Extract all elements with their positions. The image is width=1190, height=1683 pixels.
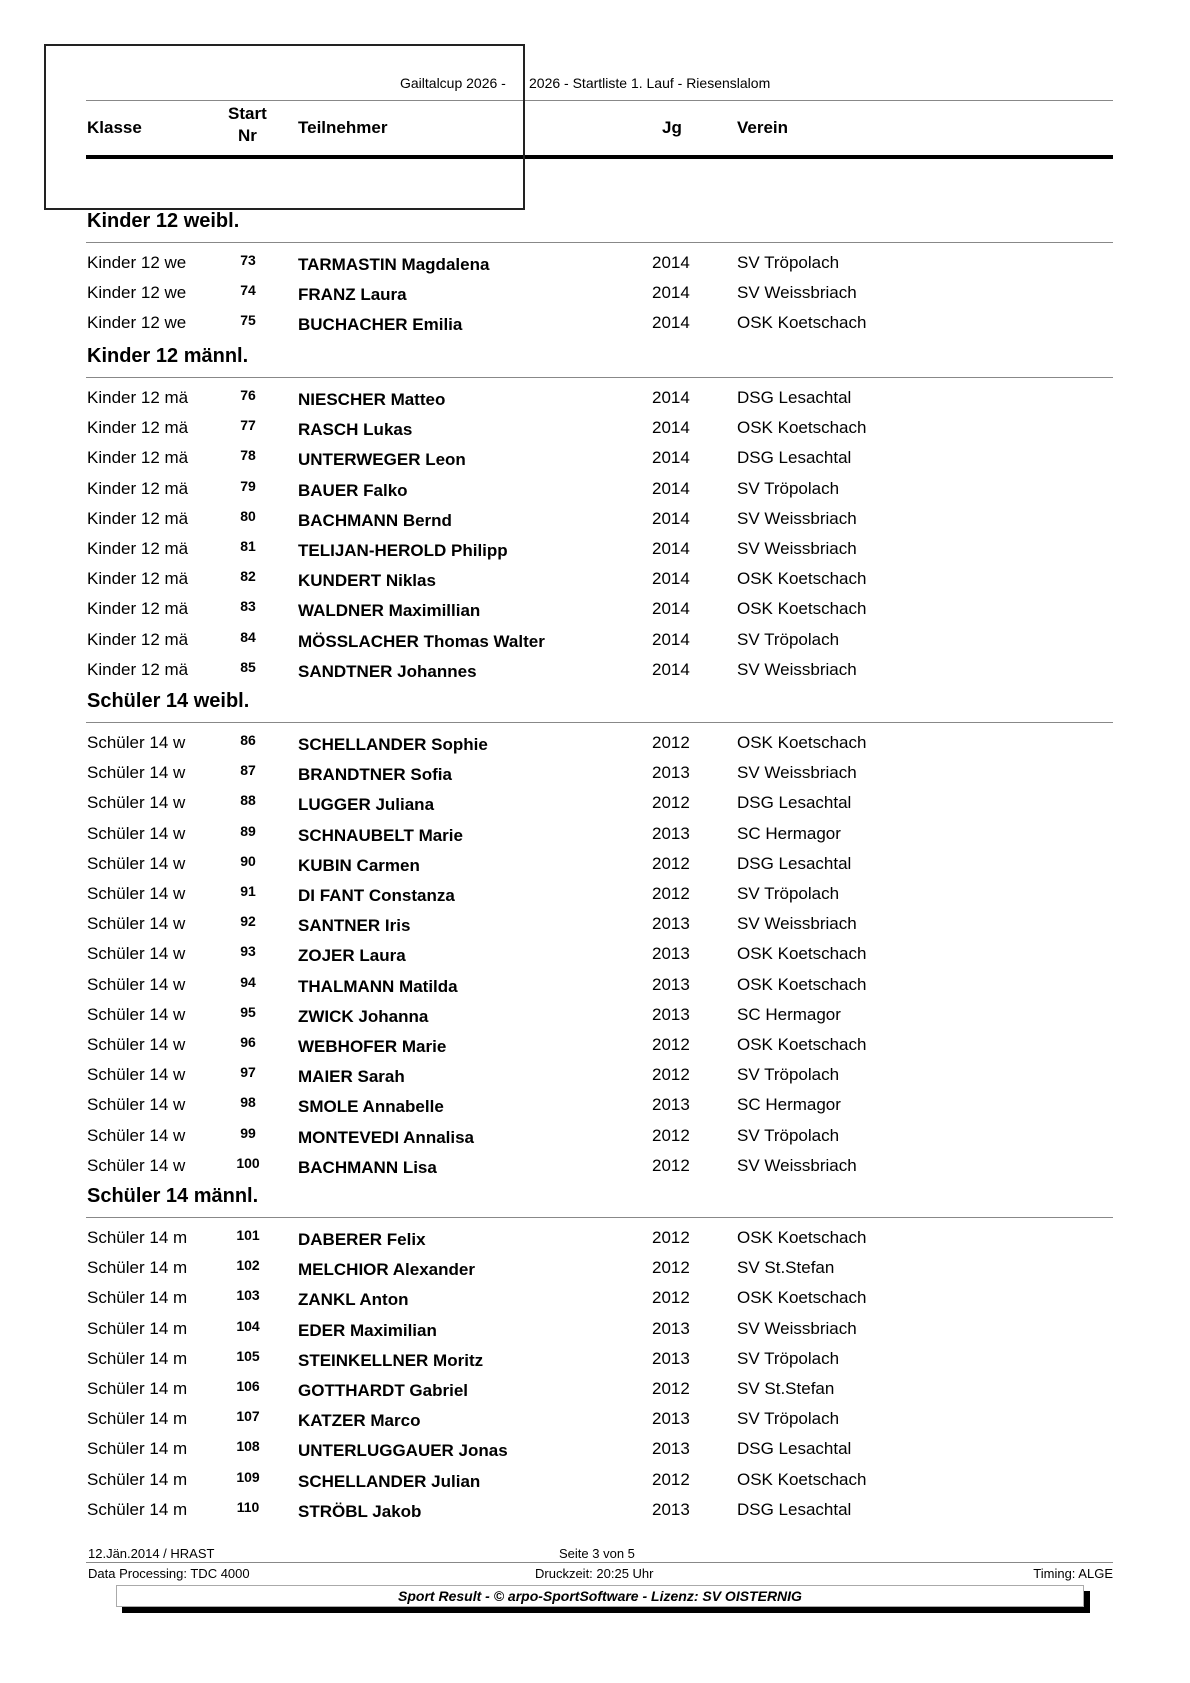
cell-jg: 2013	[652, 974, 690, 994]
table-row	[0, 1228, 1190, 1258]
cell-start-nr: 73	[240, 252, 256, 268]
cell-start-nr: 89	[240, 822, 256, 839]
cell-teilnehmer: MONTEVEDI Annalisa	[298, 1127, 475, 1147]
table-row	[0, 824, 1190, 854]
cell-teilnehmer: SCHELLANDER Sophie	[298, 735, 488, 754]
cell-teilnehmer: KUBIN Carmen	[298, 855, 420, 875]
cell-teilnehmer: BACHMANN Lisa	[298, 1157, 437, 1177]
footer-page: Seite 3 von 5	[559, 1546, 635, 1561]
table-row	[0, 1439, 1190, 1469]
cell-klasse: Kinder 12 mä	[87, 388, 189, 407]
cell-verein: SV Weissbriach	[737, 283, 857, 303]
table-row	[0, 1005, 1190, 1035]
cell-klasse: Schüler 14 m	[87, 1409, 188, 1429]
cell-verein: DSG Lesachtal	[737, 388, 852, 407]
cell-jg: 2013	[652, 1095, 690, 1115]
cell-start-nr: 79	[240, 477, 256, 494]
table-row	[0, 1319, 1190, 1349]
group-rule	[86, 242, 1113, 243]
table-row	[0, 1470, 1190, 1500]
cell-teilnehmer: MELCHIOR Alexander	[298, 1260, 475, 1280]
cell-verein: OSK Koetschach	[737, 1469, 867, 1489]
cell-jg: 2014	[652, 388, 690, 407]
cell-teilnehmer: DI FANT Constanza	[298, 886, 455, 905]
cell-jg: 2012	[652, 733, 690, 752]
cell-start-nr: 75	[240, 312, 256, 329]
cell-jg: 2013	[652, 1318, 690, 1338]
table-row	[0, 313, 1190, 343]
cell-jg: 2014	[652, 283, 690, 303]
cell-verein: OSK Koetschach	[737, 418, 867, 438]
cell-jg: 2012	[652, 853, 690, 873]
table-row	[0, 944, 1190, 974]
cell-verein: SV Weissbriach	[737, 1155, 857, 1175]
cell-klasse: Schüler 14 w	[87, 823, 186, 843]
table-row	[0, 914, 1190, 944]
table-row	[0, 418, 1190, 448]
cell-klasse: Schüler 14 w	[87, 1004, 186, 1024]
cell-teilnehmer: BRANDTNER Sofia	[298, 765, 452, 785]
cell-jg: 2012	[652, 1469, 690, 1489]
cell-start-nr: 88	[240, 792, 256, 809]
cell-jg: 2013	[652, 914, 690, 934]
table-row	[0, 1035, 1190, 1065]
cell-teilnehmer: TARMASTIN Magdalena	[298, 255, 490, 274]
col-teilnehmer: Teilnehmer	[298, 118, 388, 137]
table-row	[0, 733, 1190, 763]
cell-jg: 2012	[652, 884, 690, 903]
cell-verein: SV Weissbriach	[737, 659, 857, 679]
cell-verein: SV St.Stefan	[737, 1379, 835, 1398]
cell-start-nr: 90	[240, 852, 256, 869]
cell-verein: SV Weissbriach	[737, 539, 857, 558]
cell-klasse: Kinder 12 we	[87, 313, 187, 333]
cell-teilnehmer: TELIJAN-HEROLD Philipp	[298, 541, 508, 560]
footer-data-processing: Data Processing: TDC 4000	[88, 1566, 250, 1581]
cell-start-nr: 91	[240, 883, 256, 899]
table-row	[0, 599, 1190, 629]
cell-jg: 2012	[652, 1379, 690, 1398]
cell-klasse: Kinder 12 mä	[87, 478, 189, 498]
cell-teilnehmer: DABERER Felix	[298, 1230, 426, 1249]
cell-jg: 2014	[652, 569, 690, 589]
cell-start-nr: 87	[240, 762, 256, 779]
table-row	[0, 854, 1190, 884]
cell-start-nr: 106	[236, 1378, 260, 1394]
table-row	[0, 388, 1190, 418]
cell-jg: 2014	[652, 418, 690, 438]
table-row	[0, 630, 1190, 660]
cell-verein: SC Hermagor	[737, 823, 841, 843]
cell-verein: OSK Koetschach	[737, 1288, 867, 1308]
table-row	[0, 975, 1190, 1005]
cell-verein: OSK Koetschach	[737, 1035, 867, 1054]
col-verein: Verein	[737, 118, 789, 137]
cell-start-nr: 92	[240, 913, 256, 930]
cell-jg: 2013	[652, 1004, 690, 1024]
col-klasse: Klasse	[87, 118, 142, 137]
cell-klasse: Kinder 12 mä	[87, 418, 189, 438]
table-row	[0, 1065, 1190, 1095]
cell-verein: SV Tröpolach	[737, 629, 840, 649]
cell-teilnehmer: BACHMANN Bernd	[298, 510, 452, 530]
cell-klasse: Schüler 14 m	[87, 1499, 188, 1519]
table-row	[0, 509, 1190, 539]
cell-jg: 2013	[652, 1439, 690, 1459]
cell-verein: OSK Koetschach	[737, 569, 867, 589]
cell-klasse: Schüler 14 m	[87, 1318, 188, 1338]
cell-teilnehmer: MAIER Sarah	[298, 1067, 405, 1087]
cell-start-nr: 86	[240, 732, 256, 748]
table-row	[0, 660, 1190, 690]
cell-teilnehmer: WEBHOFER Marie	[298, 1037, 447, 1056]
cell-verein: SV Weissbriach	[737, 1318, 857, 1338]
cell-start-nr: 100	[236, 1154, 260, 1171]
table-row	[0, 569, 1190, 599]
cell-klasse: Schüler 14 w	[87, 853, 186, 873]
cell-teilnehmer: BUCHACHER Emilia	[298, 315, 463, 335]
cell-klasse: Schüler 14 w	[87, 914, 186, 934]
cell-start-nr: 102	[236, 1257, 260, 1274]
cell-verein: SV Tröpolach	[737, 1348, 840, 1368]
group-rule	[86, 1217, 1113, 1218]
cell-start-nr: 76	[240, 387, 256, 403]
cell-teilnehmer: LUGGER Juliana	[298, 795, 435, 815]
cell-start-nr: 82	[240, 568, 256, 585]
cell-jg: 2014	[652, 253, 690, 272]
cell-start-nr: 77	[240, 417, 256, 434]
table-row	[0, 1156, 1190, 1186]
cell-start-nr: 98	[240, 1094, 256, 1111]
cell-teilnehmer: ZWICK Johanna	[298, 1006, 429, 1026]
cell-klasse: Schüler 14 w	[87, 1035, 186, 1054]
table-row	[0, 283, 1190, 313]
table-row	[0, 1095, 1190, 1125]
cell-klasse: Schüler 14 m	[87, 1258, 188, 1278]
cell-verein: OSK Koetschach	[737, 599, 867, 619]
cell-verein: SV Tröpolach	[737, 1409, 840, 1429]
cell-verein: SV St.Stefan	[737, 1258, 835, 1278]
cell-teilnehmer: SANDTNER Johannes	[298, 661, 477, 681]
cell-teilnehmer: RASCH Lukas	[298, 420, 413, 440]
table-row	[0, 1500, 1190, 1530]
selection-box	[44, 44, 525, 210]
cell-klasse: Schüler 14 m	[87, 1439, 188, 1459]
cell-jg: 2014	[652, 508, 690, 528]
cell-teilnehmer: BAUER Falko	[298, 480, 408, 500]
cell-klasse: Kinder 12 we	[87, 283, 187, 303]
cell-start-nr: 101	[236, 1227, 260, 1243]
cell-jg: 2014	[652, 313, 690, 333]
cell-klasse: Schüler 14 m	[87, 1379, 188, 1398]
cell-jg: 2014	[652, 478, 690, 498]
license-banner: Sport Result - © arpo-SportSoftware - Lizenz: SV OISTERNIG	[116, 1585, 1084, 1607]
table-row	[0, 1409, 1190, 1439]
cell-verein: DSG Lesachtal	[737, 1439, 852, 1459]
table-row	[0, 1288, 1190, 1318]
cell-klasse: Schüler 14 m	[87, 1288, 188, 1308]
group-title: Kinder 12 männl.	[87, 345, 249, 367]
cell-teilnehmer: KUNDERT Niklas	[298, 571, 436, 591]
cell-verein: SV Tröpolach	[737, 884, 840, 903]
cell-teilnehmer: WALDNER Maximillian	[298, 601, 481, 621]
cell-start-nr: 107	[236, 1408, 260, 1425]
cell-verein: DSG Lesachtal	[737, 793, 852, 813]
cell-klasse: Kinder 12 we	[87, 253, 187, 272]
table-row	[0, 763, 1190, 793]
cell-verein: OSK Koetschach	[737, 944, 867, 964]
cell-teilnehmer: UNTERLUGGAUER Jonas	[298, 1441, 508, 1461]
cell-start-nr: 95	[240, 1003, 256, 1020]
cell-start-nr: 96	[240, 1034, 256, 1050]
col-nr: Nr	[238, 126, 257, 145]
group-rule	[86, 722, 1113, 723]
cell-verein: SV Tröpolach	[737, 1065, 840, 1085]
title-right: 2026 - Startliste 1. Lauf - Riesenslalom	[529, 75, 771, 91]
group-title: Kinder 12 weibl.	[87, 210, 240, 232]
table-row	[0, 448, 1190, 478]
group-rule	[86, 377, 1113, 378]
cell-klasse: Schüler 14 w	[87, 793, 186, 813]
cell-teilnehmer: KATZER Marco	[298, 1411, 421, 1431]
cell-klasse: Kinder 12 mä	[87, 599, 189, 619]
cell-verein: SV Weissbriach	[737, 763, 857, 783]
cell-start-nr: 108	[236, 1438, 260, 1455]
cell-verein: SV Tröpolach	[737, 1125, 840, 1145]
cell-start-nr: 97	[240, 1064, 256, 1081]
cell-jg: 2012	[652, 1288, 690, 1308]
cell-verein: SC Hermagor	[737, 1095, 841, 1115]
cell-jg: 2013	[652, 1499, 690, 1519]
cell-klasse: Kinder 12 mä	[87, 569, 189, 589]
table-row	[0, 1349, 1190, 1379]
cell-jg: 2012	[652, 1035, 690, 1054]
cell-klasse: Schüler 14 w	[87, 1095, 186, 1115]
cell-verein: OSK Koetschach	[737, 974, 867, 994]
cell-teilnehmer: UNTERWEGER Leon	[298, 450, 466, 470]
table-row	[0, 253, 1190, 283]
cell-teilnehmer: GOTTHARDT Gabriel	[298, 1381, 469, 1400]
footer-date-user: 12.Jän.2014 / HRAST	[88, 1546, 215, 1561]
cell-jg: 2014	[652, 599, 690, 619]
cell-klasse: Kinder 12 mä	[87, 629, 189, 649]
cell-klasse: Schüler 14 w	[87, 1065, 186, 1085]
group-title: Schüler 14 männl.	[87, 1185, 259, 1207]
cell-start-nr: 103	[236, 1287, 260, 1304]
cell-start-nr: 109	[236, 1468, 260, 1485]
cell-verein: DSG Lesachtal	[737, 853, 852, 873]
cell-start-nr: 85	[240, 658, 256, 675]
cell-klasse: Schüler 14 w	[87, 733, 186, 752]
cell-klasse: Schüler 14 m	[87, 1228, 188, 1247]
cell-teilnehmer: SCHELLANDER Julian	[298, 1471, 481, 1491]
cell-klasse: Schüler 14 m	[87, 1469, 188, 1489]
cell-teilnehmer: SCHNAUBELT Marie	[298, 825, 463, 845]
cell-teilnehmer: MÖSSLACHER Thomas Walter	[298, 631, 545, 651]
footer-rule	[86, 1562, 1113, 1563]
cell-jg: 2012	[652, 1228, 690, 1247]
cell-verein: SV Tröpolach	[737, 478, 840, 498]
cell-start-nr: 84	[240, 628, 256, 645]
cell-klasse: Kinder 12 mä	[87, 659, 189, 679]
table-row	[0, 1126, 1190, 1156]
cell-klasse: Kinder 12 mä	[87, 539, 189, 558]
cell-start-nr: 81	[240, 538, 256, 554]
cell-start-nr: 104	[236, 1317, 260, 1334]
cell-klasse: Schüler 14 w	[87, 884, 186, 903]
cell-klasse: Schüler 14 m	[87, 1348, 188, 1368]
cell-verein: OSK Koetschach	[737, 1228, 867, 1247]
cell-klasse: Schüler 14 w	[87, 974, 186, 994]
cell-jg: 2014	[652, 659, 690, 679]
table-row	[0, 1258, 1190, 1288]
cell-teilnehmer: ZANKL Anton	[298, 1290, 409, 1310]
col-jg: Jg	[662, 118, 682, 137]
group-title: Schüler 14 weibl.	[87, 690, 250, 712]
table-row	[0, 539, 1190, 569]
cell-start-nr: 99	[240, 1124, 256, 1141]
footer-print-time: Druckzeit: 20:25 Uhr	[535, 1566, 654, 1581]
cell-teilnehmer: SANTNER Iris	[298, 916, 411, 936]
cell-jg: 2012	[652, 1155, 690, 1175]
cell-teilnehmer: STEINKELLNER Moritz	[298, 1350, 484, 1370]
cell-start-nr: 105	[236, 1347, 260, 1364]
cell-start-nr: 94	[240, 973, 256, 990]
cell-verein: SC Hermagor	[737, 1004, 841, 1024]
cell-jg: 2014	[652, 539, 690, 558]
cell-jg: 2012	[652, 1258, 690, 1278]
cell-start-nr: 93	[240, 943, 256, 960]
cell-jg: 2012	[652, 793, 690, 813]
cell-klasse: Kinder 12 mä	[87, 508, 189, 528]
cell-start-nr: 83	[240, 598, 256, 615]
cell-klasse: Kinder 12 mä	[87, 448, 189, 468]
cell-klasse: Schüler 14 w	[87, 1155, 186, 1175]
cell-jg: 2012	[652, 1125, 690, 1145]
cell-klasse: Schüler 14 w	[87, 763, 186, 783]
table-row	[0, 884, 1190, 914]
footer-timing: Timing: ALGE	[1033, 1566, 1113, 1581]
cell-jg: 2014	[652, 448, 690, 468]
table-row	[0, 1379, 1190, 1409]
table-row	[0, 793, 1190, 823]
cell-jg: 2014	[652, 629, 690, 649]
cell-verein: OSK Koetschach	[737, 733, 867, 752]
cell-jg: 2013	[652, 823, 690, 843]
cell-verein: DSG Lesachtal	[737, 1499, 852, 1519]
col-start: Start	[228, 104, 267, 123]
cell-jg: 2013	[652, 1348, 690, 1368]
cell-verein: SV Tröpolach	[737, 253, 840, 272]
cell-verein: SV Weissbriach	[737, 508, 857, 528]
cell-teilnehmer: ZOJER Laura	[298, 946, 406, 966]
cell-jg: 2013	[652, 1409, 690, 1429]
cell-start-nr: 80	[240, 507, 256, 524]
cell-jg: 2012	[652, 1065, 690, 1085]
cell-verein: DSG Lesachtal	[737, 448, 852, 468]
cell-teilnehmer: EDER Maximilian	[298, 1320, 437, 1340]
cell-teilnehmer: SMOLE Annabelle	[298, 1097, 444, 1117]
title-left: Gailtalcup 2026 -	[400, 75, 506, 91]
cell-klasse: Schüler 14 w	[87, 1125, 186, 1145]
cell-jg: 2013	[652, 763, 690, 783]
cell-klasse: Schüler 14 w	[87, 944, 186, 964]
cell-jg: 2013	[652, 944, 690, 964]
cell-start-nr: 74	[240, 282, 256, 299]
cell-start-nr: 78	[240, 447, 256, 464]
cell-verein: SV Weissbriach	[737, 914, 857, 934]
cell-teilnehmer: FRANZ Laura	[298, 285, 407, 305]
cell-teilnehmer: STRÖBL Jakob	[298, 1501, 422, 1521]
cell-verein: OSK Koetschach	[737, 313, 867, 333]
cell-teilnehmer: NIESCHER Matteo	[298, 390, 446, 409]
cell-teilnehmer: THALMANN Matilda	[298, 976, 458, 996]
cell-start-nr: 110	[236, 1498, 260, 1515]
table-row	[0, 479, 1190, 509]
